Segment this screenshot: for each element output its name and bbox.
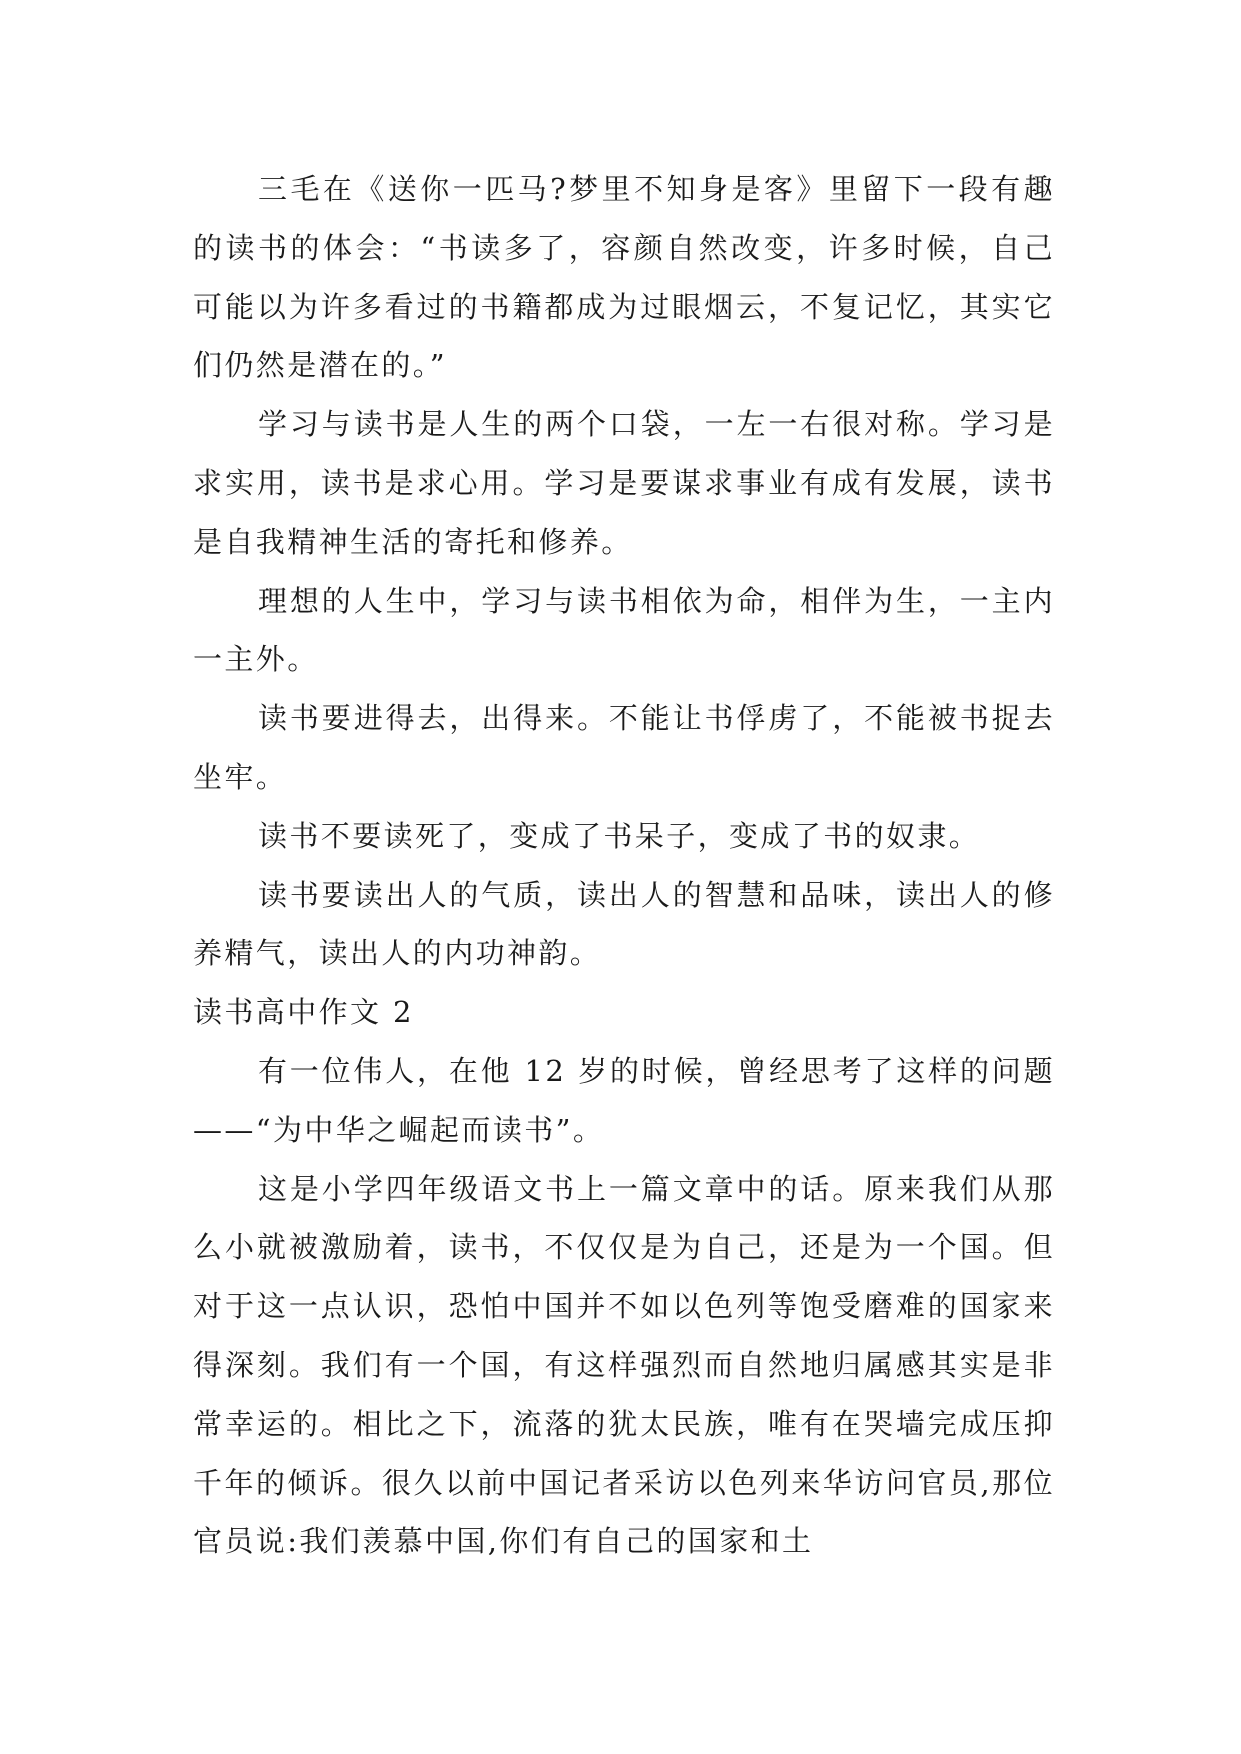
paragraph-ideal-life: 理想的人生中，学习与读书相依为命，相伴为生，一主内一主外。 <box>193 583 1055 677</box>
paragraph-sanmao: 三毛在《送你一匹马?梦里不知身是客》里留下一段有趣的读书的体会：“书读多了，容颜自然改变，许多时候，自己可能以为许多看过的书籍都成为过眼烟云，不复记忆，其实它们仍然是潜在的。” <box>193 172 1055 383</box>
paragraph-two-pockets: 学习与读书是人生的两个口袋，一左一右很对称。学习是求实用，读书是求心用。学习是要谋求事业有成有发展，读书是自我精神生活的寄托和修养。 <box>193 407 1055 559</box>
paragraph-temperament: 读书要读出人的气质，读出人的智慧和品味，读出人的修养精气，读出人的内功神韵。 <box>193 877 1055 971</box>
document-body <box>193 160 1055 1571</box>
paragraph-not-bookworm: 读书不要读死了，变成了书呆子，变成了书的奴隶。 <box>258 818 981 853</box>
paragraph-great-man: 有一位伟人，在他 12 岁的时候，曾经思考了这样的问题——“为中华之崛起而读书”。 <box>193 1053 1055 1147</box>
paragraph-textbook: 这是小学四年级语文书上一篇文章中的话。原来我们从那么小就被激励着，读书，不仅仅是为自己，还是为一个国。但对于这一点认识，恐怕中国并不如以色列等饱受磨难的国家来得深刻。我们有一个国，有这样强烈而自然地归属感其实是非常幸运的。相比之下，流落的犹太民族，唯有在哭墙完成压抑千年的倾诉。很久以前中国记者采访以色列来华访问官员,那位官员说:我们羡慕中国,你们有自己的国家和土 <box>193 1171 1055 1559</box>
section-heading: 读书高中作文 2 <box>193 995 414 1030</box>
paragraph-enter-and-exit: 读书要进得去，出得来。不能让书俘虏了，不能被书捉去坐牢。 <box>193 701 1055 794</box>
